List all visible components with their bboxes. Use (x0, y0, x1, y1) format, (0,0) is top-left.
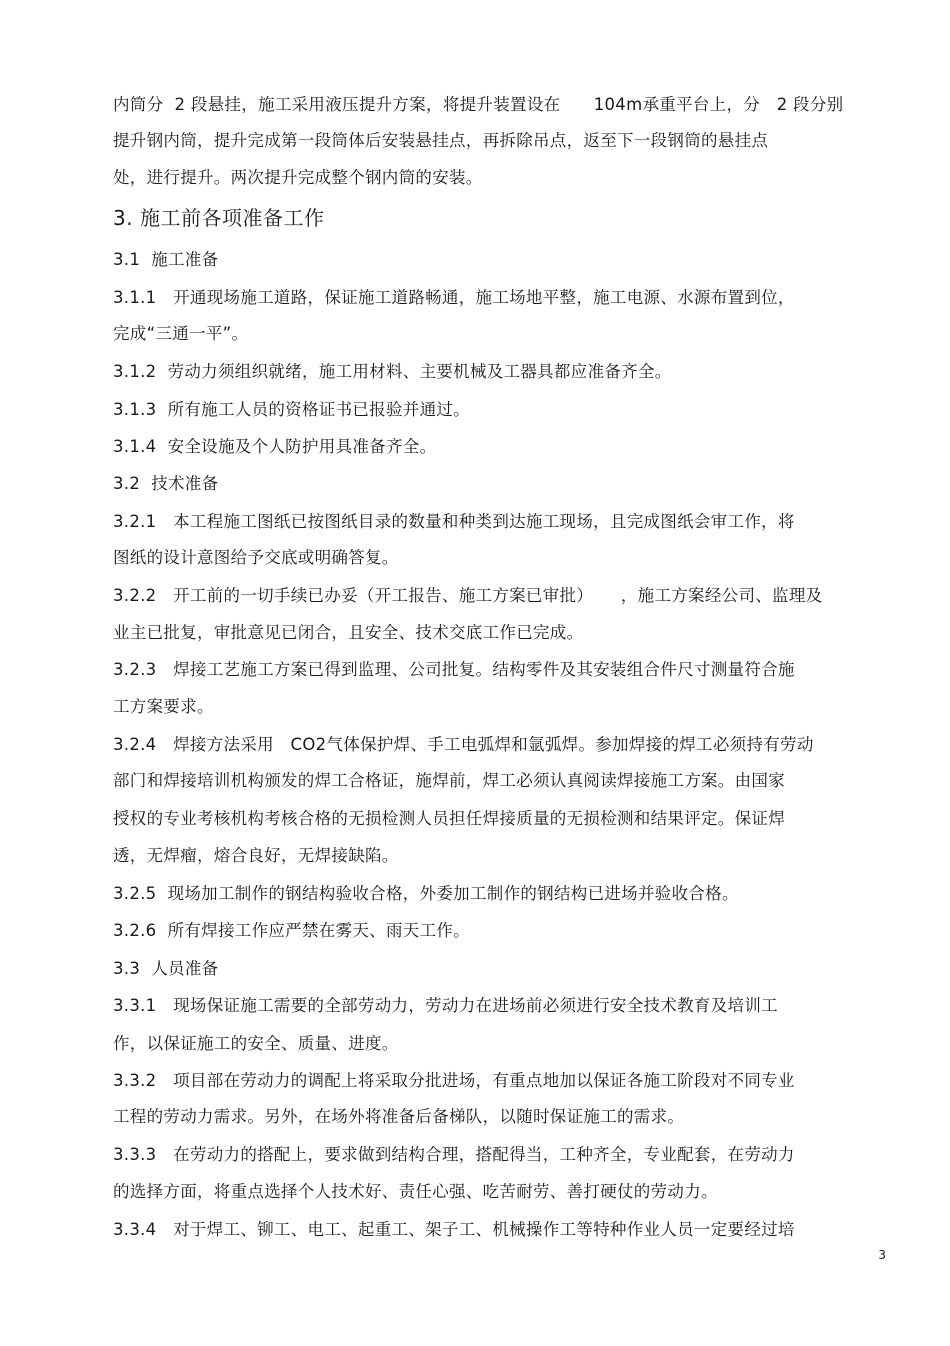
body-line: 内筒分 2 段悬挂，施工采用液压提升方案，将提升装置设在 104m承重平台上，分 2 段分别 (113, 95, 844, 114)
body-line: 完成“三通一平”。 (113, 324, 249, 343)
body-line: 3.3.1 现场保证施工需要的全部劳动力，劳动力在进场前必须进行安全技术教育及培训工 (113, 996, 778, 1015)
section-heading: 3. 施工前各项准备工作 (113, 206, 325, 230)
body-line: 部门和焊接培训机构颁发的焊工合格证，施焊前，焊工必须认真阅读焊接施工方案。由国家 (113, 771, 785, 790)
page-number: 3 (878, 1248, 886, 1262)
body-line: 3.2.4 焊接方法采用 CO2气体保护焊、手工电弧焊和氩弧焊。参加焊接的焊工必须持有劳动 (113, 735, 814, 754)
body-line: 图纸的设计意图给予交底或明确答复。 (113, 548, 399, 567)
body-line: 工方案要求。 (113, 697, 214, 716)
body-line: 3.2.6 所有焊接工作应严禁在雾天、雨天工作。 (113, 921, 470, 940)
body-line: 处，进行提升。两次提升完成整个钢内筒的安装。 (113, 168, 483, 187)
body-line: 3.3.2 项目部在劳动力的调配上将采取分批进场，有重点地加以保证各施工阶段对不同专业 (113, 1071, 795, 1090)
body-line: 作，以保证施工的安全、质量、进度。 (113, 1034, 399, 1053)
subsection-heading: 3.1 施工准备 (113, 250, 219, 269)
subsection-heading: 3.3 人员准备 (113, 959, 219, 978)
body-line: 3.1.1 开通现场施工道路，保证施工道路畅通，施工场地平整，施工电源、水源布置到位， (113, 288, 795, 307)
subsection-heading: 3.2 技术准备 (113, 474, 219, 493)
body-line: 业主已批复，审批意见已闭合，且安全、技术交底工作已完成。 (113, 623, 584, 642)
body-line: 3.3.4 对于焊工、铆工、电工、起重工、架子工、机械操作工等特种作业人员一定要经过培 (113, 1220, 795, 1239)
body-line: 提升钢内筒，提升完成第一段筒体后安装悬挂点，再拆除吊点，返至下一段钢筒的悬挂点 (113, 131, 769, 150)
body-line: 3.3.3 在劳动力的搭配上，要求做到结构合理，搭配得当，工种齐全，专业配套，在劳动力 (113, 1145, 795, 1164)
body-line: 3.2.5 现场加工制作的钢结构验收合格，外委加工制作的钢结构已进场并验收合格。 (113, 884, 739, 903)
body-line: 3.2.2 开工前的一切手续已办妥（开工报告、施工方案已审批） ，施工方案经公司、监理及 (113, 586, 823, 605)
body-line: 3.2.3 焊接工艺施工方案已得到监理、公司批复。结构零件及其安装组合件尺寸测量符合施 (113, 660, 795, 679)
body-line: 3.1.2 劳动力须组织就绪，施工用材料、主要机械及工器具都应准备齐全。 (113, 362, 672, 381)
body-line: 3.2.1 本工程施工图纸已按图纸目录的数量和种类到达施工现场，且完成图纸会审工作，将 (113, 512, 795, 531)
body-line: 3.1.4 安全设施及个人防护用具准备齐全。 (113, 437, 437, 456)
body-line: 的选择方面，将重点选择个人技术好、责任心强、吃苦耐劳、善打硬仗的劳动力。 (113, 1182, 718, 1201)
body-line: 3.1.3 所有施工人员的资格证书已报验并通过。 (113, 400, 470, 419)
body-line: 工程的劳动力需求。另外，在场外将准备后备梯队，以随时保证施工的需求。 (113, 1107, 685, 1126)
body-line: 授权的专业考核机构考核合格的无损检测人员担任焊接质量的无损检测和结果评定。保证焊 (113, 809, 785, 828)
body-line: 透，无焊瘤，熔合良好，无焊接缺陷。 (113, 846, 399, 865)
